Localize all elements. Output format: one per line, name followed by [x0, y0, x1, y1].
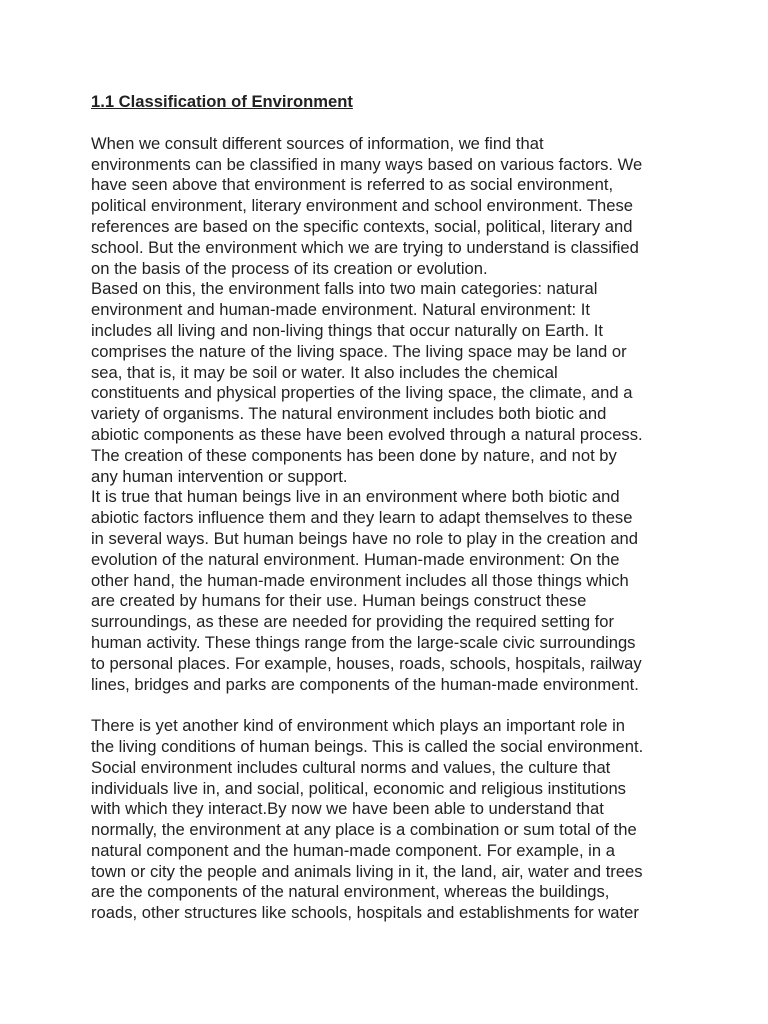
text-line: abiotic components as these have been evolved through a natural process.	[91, 424, 643, 444]
text-line: variety of organisms. The natural environment includes both biotic and	[91, 404, 607, 424]
text-line: town or city the people and animals living in it, the land, air, water and trees	[91, 861, 643, 881]
text-line: on the basis of the process of its creation or evolution.	[91, 258, 488, 278]
text-line: abiotic factors influence them and they learn to adapt themselves to these	[91, 508, 633, 528]
text-line: with which they interact.By now we have been able to understand that	[91, 799, 604, 819]
text-line: the living conditions of human beings. This is called the social environment.	[91, 736, 644, 756]
text-line: human activity. These things range from the large-scale civic surroundings	[91, 632, 636, 652]
text-line: roads, other structures like schools, hospitals and establishments for water	[91, 903, 639, 923]
paragraph-classification-intro	[91, 134, 691, 280]
text-line: Social environment includes cultural norms and values, the culture that	[91, 757, 611, 777]
text-line: environments can be classified in many ways based on various factors. We	[91, 154, 643, 174]
text-line: surroundings, as these are needed for providing the required setting for	[91, 612, 615, 632]
paragraph-human-made-environment	[91, 487, 691, 695]
text-line: When we consult different sources of information, we find that	[91, 133, 544, 153]
text-line: evolution of the natural environment. Human-made environment: On the	[91, 549, 620, 569]
paragraph-social-environment	[91, 716, 691, 924]
text-line: natural component and the human-made component. For example, in a	[91, 840, 615, 860]
paragraph-natural-environment	[91, 279, 691, 487]
text-line: constituents and physical properties of the living space, the climate, and a	[91, 383, 633, 403]
text-line: school. But the environment which we are trying to understand is classified	[91, 237, 639, 257]
text-line: any human intervention or support.	[91, 466, 348, 486]
text-line: other hand, the human-made environment includes all those things which	[91, 570, 629, 590]
section-heading: 1.1 Classification of Environment	[91, 92, 353, 111]
text-line: environment and human-made environment. Natural environment: It	[91, 300, 590, 320]
text-line: It is true that human beings live in an environment where both biotic and	[91, 487, 620, 507]
text-line: Based on this, the environment falls into two main categories: natural	[91, 279, 598, 299]
text-line: have seen above that environment is referred to as social environment,	[91, 175, 614, 195]
text-line: to personal places. For example, houses, roads, schools, hospitals, railway	[91, 653, 642, 673]
text-line: are the components of the natural environment, whereas the buildings,	[91, 882, 610, 902]
text-line: political environment, literary environment and school environment. These	[91, 196, 634, 216]
text-line: There is yet another kind of environment which plays an important role in	[91, 716, 626, 736]
text-line: comprises the nature of the living space. The living space may be land or	[91, 341, 627, 361]
document-page	[91, 92, 691, 924]
text-line: The creation of these components has been done by nature, and not by	[91, 445, 617, 465]
text-line: references are based on the specific contexts, social, political, literary and	[91, 216, 633, 236]
text-line: in several ways. But human beings have no role to play in the creation and	[91, 528, 639, 548]
text-line: are created by humans for their use. Human beings construct these	[91, 591, 587, 611]
paragraph-spacer	[91, 695, 691, 716]
text-line: sea, that is, it may be soil or water. It also includes the chemical	[91, 362, 558, 382]
text-line: individuals live in, and social, political, economic and religious institutions	[91, 778, 626, 798]
text-line: normally, the environment at any place is a combination or sum total of the	[91, 820, 637, 840]
text-line: includes all living and non-living things that occur naturally on Earth. It	[91, 320, 603, 340]
text-line: lines, bridges and parks are components of the human-made environment.	[91, 674, 639, 694]
